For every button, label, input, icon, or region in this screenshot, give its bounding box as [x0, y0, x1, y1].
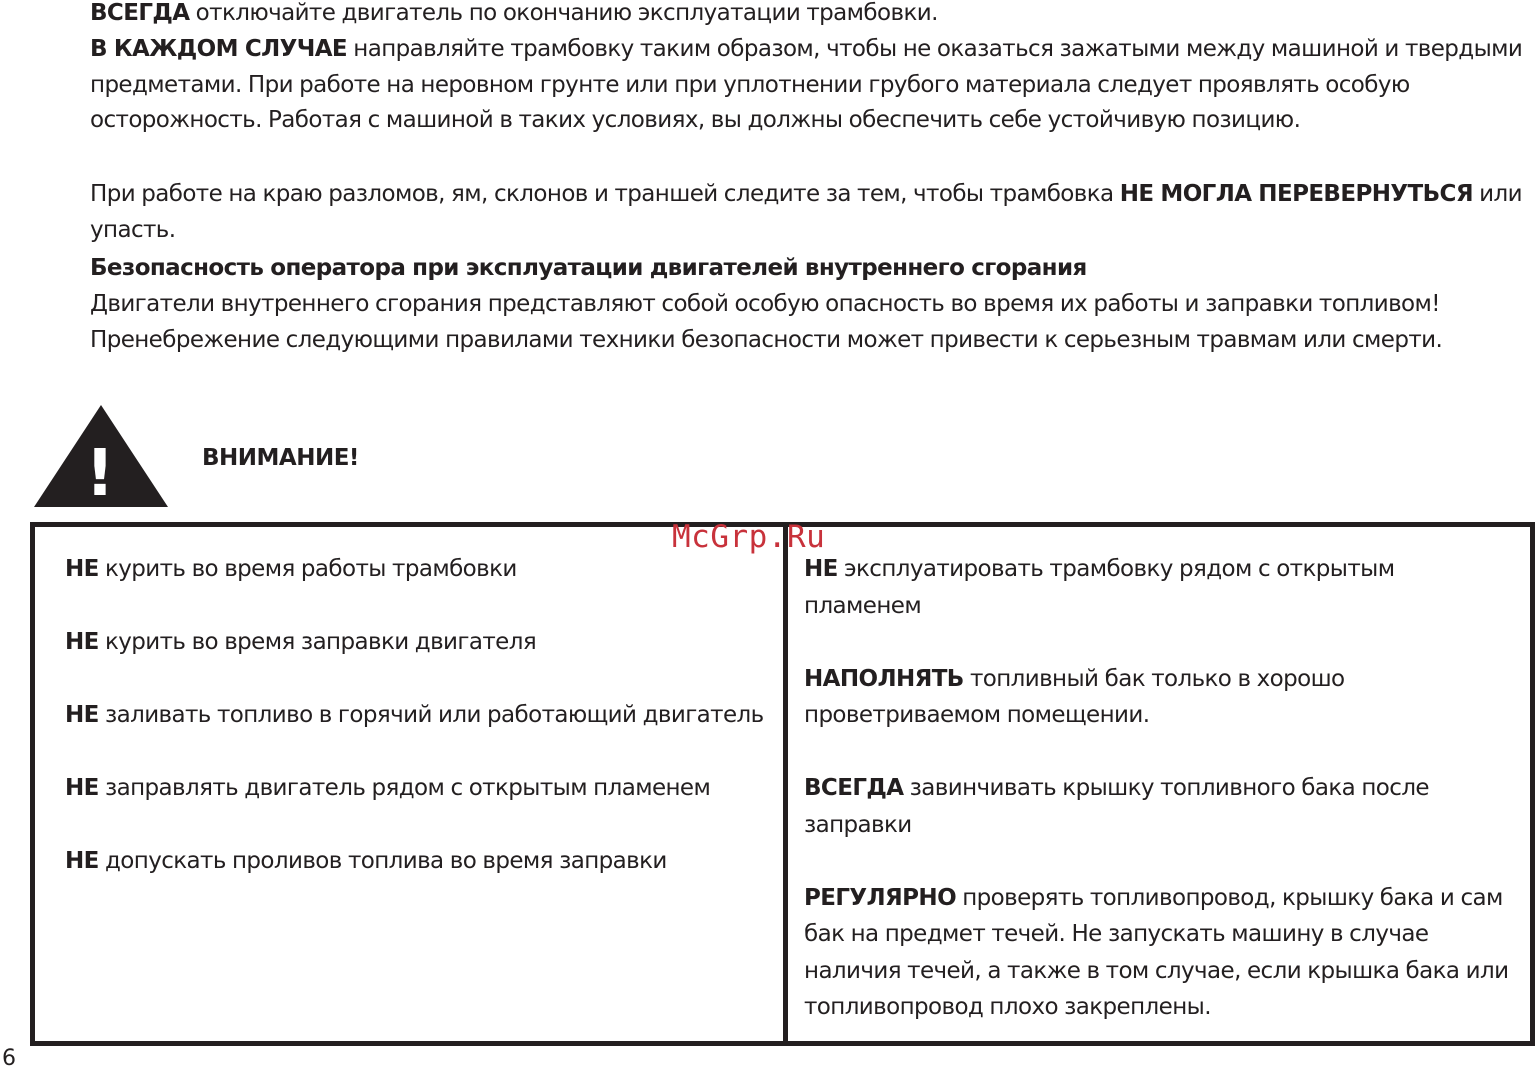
- paragraph-direct-rammer: В КАЖДОМ СЛУЧАЕ направляйте трамбовку таким образом, чтобы не оказаться зажатыми между машиной и твердыми предметами. При работе на неровном грунте или при уплотнении грубого материала следует проявлять особую осторожность. Работая с машиной в таких условиях, вы должны обеспечить себе устойчивую позицию.: [90, 36, 1523, 133]
- warning-triangle-icon: [34, 405, 168, 507]
- rules-table: [30, 522, 1535, 1046]
- rule-item: НЕ допускать проливов топлива во время заправки: [65, 848, 667, 874]
- section-heading: Безопасность оператора при эксплуатации двигателей внутреннего сгорания: [90, 255, 1087, 281]
- column-divider: [783, 527, 788, 1041]
- rule-item: ВСЕГДА завинчивать крышку топливного бака после заправки: [804, 775, 1429, 838]
- rule-item: РЕГУЛЯРНО проверять топливопровод, крышку бака и сам бак на предмет течей. Не запускать машину в случае наличия течей, а также в том случае, если крышка бака или топливопровод плохо закреплены.: [804, 884, 1509, 1020]
- paragraph-engine-danger: Двигатели внутреннего сгорания представляют собой особую опасность во время их работы и заправки топливом! Пренебрежение следующими правилами техники безопасности может привести к серьезным травмам или смерти.: [90, 291, 1443, 353]
- rule-item: НЕ заливать топливо в горячий или работающий двигатель: [65, 702, 764, 728]
- paragraph-always-stop-engine: ВСЕГДА отключайте двигатель по окончанию эксплуатации трамбовки.: [90, 0, 938, 26]
- rule-item: НЕ заправлять двигатель рядом с открытым пламенем: [65, 775, 711, 801]
- rule-item: НЕ курить во время работы трамбовки: [65, 556, 517, 582]
- rules-right-column: [804, 551, 1514, 1062]
- rules-left-column: [65, 551, 765, 916]
- exclamation-mark: !: [85, 437, 115, 507]
- page-number: 6: [2, 1046, 16, 1071]
- warning-title: ВНИМАНИЕ!: [202, 445, 359, 471]
- rule-item: НАПОЛНЯТЬ топливный бак только в хорошо проветриваемом помещении.: [804, 665, 1345, 728]
- watermark: McGrp.Ru: [672, 519, 826, 555]
- rule-item: НЕ курить во время заправки двигателя: [65, 629, 537, 655]
- rule-item: НЕ эксплуатировать трамбовку рядом с открытым пламенем: [804, 556, 1395, 619]
- paragraph-edge-warning: При работе на краю разломов, ям, склонов и траншей следите за тем, чтобы трамбовка НЕ МОГЛА ПЕРЕВЕРНУТЬСЯ или упасть.: [90, 181, 1522, 243]
